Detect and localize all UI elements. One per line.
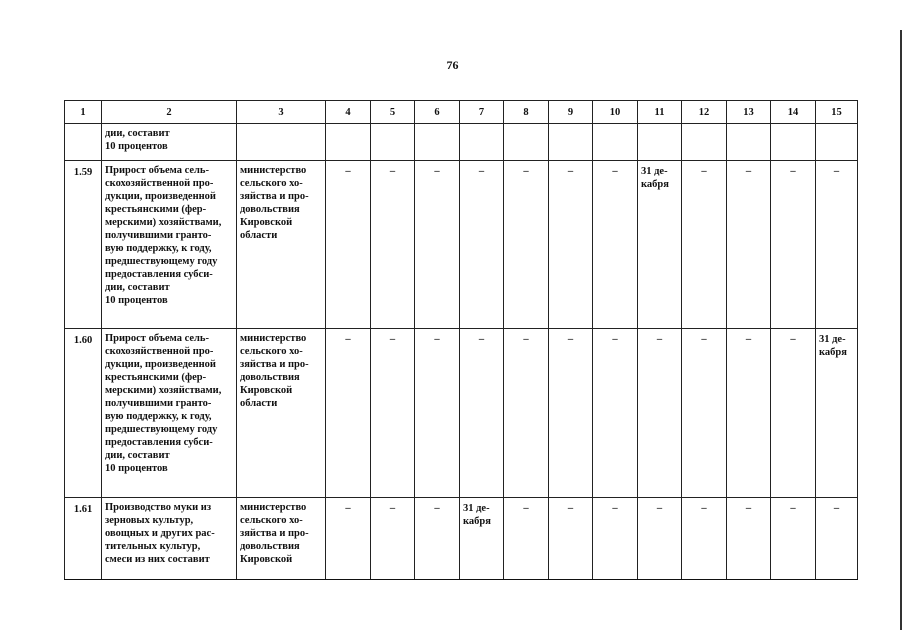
text-line: дукции, произведенной [105, 191, 216, 202]
dash-cell: – [727, 161, 771, 329]
text-line: кабря [819, 347, 847, 358]
column-header: 3 [237, 101, 326, 124]
table-cell [771, 124, 816, 161]
date-cell [460, 498, 504, 580]
text-line: кабря [463, 516, 491, 527]
dash-cell: – [504, 498, 549, 580]
column-header: 10 [593, 101, 638, 124]
continuation-desc-cell [102, 124, 237, 161]
text-line: области [240, 398, 278, 409]
text-line: зяйства и про- [240, 191, 309, 202]
dash-cell: – [771, 498, 816, 580]
text-line: довольствия [240, 204, 300, 215]
text-line: сельского хо- [240, 178, 303, 189]
dash-cell: – [504, 329, 549, 498]
dash-cell: – [638, 329, 682, 498]
table-cell [638, 124, 682, 161]
dash-cell: – [326, 161, 371, 329]
dash-cell: – [415, 498, 460, 580]
table-cell [816, 124, 858, 161]
dash-cell: – [771, 329, 816, 498]
dash-cell: – [460, 161, 504, 329]
dash-cell: – [549, 498, 593, 580]
text-line: дукции, произведенной [105, 359, 216, 370]
text-line: вую поддержку, к году, [105, 243, 212, 254]
date-cell [816, 329, 858, 498]
schedule-table [64, 100, 858, 580]
dash-cell: – [593, 329, 638, 498]
dash-cell: – [682, 161, 727, 329]
text-line: кабря [641, 179, 669, 190]
text-line: скохозяйственной про- [105, 178, 214, 189]
text-line: зерновых культур, [105, 515, 194, 526]
dash-cell: – [371, 329, 415, 498]
header-row [65, 101, 858, 124]
dash-cell: – [549, 329, 593, 498]
text-line: предшествующему году [105, 424, 218, 435]
dash-cell: – [638, 498, 682, 580]
table-cell [326, 124, 371, 161]
column-header: 5 [371, 101, 415, 124]
page-number: 76 [446, 58, 459, 72]
dash-cell: – [371, 161, 415, 329]
text-line: предоставления субси- [105, 269, 213, 280]
dash-cell: – [816, 161, 858, 329]
dash-cell: – [371, 498, 415, 580]
text-line: зяйства и про- [240, 528, 309, 539]
table-cell [549, 124, 593, 161]
column-header: 1 [65, 101, 102, 124]
table-cell [415, 124, 460, 161]
column-header: 15 [816, 101, 858, 124]
text-line: сельского хо- [240, 346, 303, 357]
dash-cell: – [326, 498, 371, 580]
table-cell [460, 124, 504, 161]
text-line: Кировской [240, 217, 293, 228]
dash-cell: – [593, 498, 638, 580]
text-line: области [240, 230, 278, 241]
text-line: довольствия [240, 541, 300, 552]
table-row-1-60 [65, 329, 858, 498]
table-row-1-61 [65, 498, 858, 580]
date-cell [638, 161, 682, 329]
text-line: Прирост объема сель- [105, 333, 209, 344]
column-header: 4 [326, 101, 371, 124]
indicator-description-cell [102, 161, 237, 329]
text-line: смеси из них составит [105, 554, 210, 565]
text-line: 10 процентов [105, 295, 168, 306]
text-line: получившими гранто- [105, 398, 212, 409]
column-header: 12 [682, 101, 727, 124]
text-line: мерскими) хозяйствами, [105, 217, 222, 228]
text-line: 31 де- [641, 166, 668, 177]
responsible-party-cell [237, 498, 326, 580]
column-header: 8 [504, 101, 549, 124]
text-line: 31 де- [463, 503, 490, 514]
text-line: получившими гранто- [105, 230, 212, 241]
row-number-cell: 1.61 [65, 498, 102, 580]
column-header: 11 [638, 101, 682, 124]
table-cell [65, 124, 102, 161]
dash-cell: – [326, 329, 371, 498]
row-number-cell: 1.60 [65, 329, 102, 498]
column-header: 9 [549, 101, 593, 124]
dash-cell: – [504, 161, 549, 329]
dash-cell: – [682, 329, 727, 498]
dash-cell: – [682, 498, 727, 580]
text-line: министерство [240, 165, 307, 176]
text-line: довольствия [240, 372, 300, 383]
text-line: сельского хо- [240, 515, 303, 526]
text-line: 31 де- [819, 334, 846, 345]
table-cell [682, 124, 727, 161]
page-edge-line [900, 30, 902, 630]
text-line: 10 процентов [105, 141, 168, 152]
text-line: крестьянскими (фер- [105, 372, 207, 383]
text-line: зяйства и про- [240, 359, 309, 370]
dash-cell: – [415, 161, 460, 329]
text-line: предоставления субси- [105, 437, 213, 448]
table-row-1-59 [65, 161, 858, 329]
text-line: дии, составит [105, 128, 170, 139]
table-cell [237, 124, 326, 161]
column-header: 7 [460, 101, 504, 124]
text-line: тительных культур, [105, 541, 201, 552]
text-line: крестьянскими (фер- [105, 204, 207, 215]
text-line: министерство [240, 333, 307, 344]
table-cell [371, 124, 415, 161]
dash-cell: – [727, 498, 771, 580]
text-line: дии, составит [105, 450, 170, 461]
indicator-description-cell [102, 329, 237, 498]
text-line: скохозяйственной про- [105, 346, 214, 357]
text-line: предшествующему году [105, 256, 218, 267]
column-header: 6 [415, 101, 460, 124]
table-cell [727, 124, 771, 161]
table-cell [504, 124, 549, 161]
text-line: дии, составит [105, 282, 170, 293]
continuation-row [65, 124, 858, 161]
dash-cell: – [593, 161, 638, 329]
dash-cell: – [549, 161, 593, 329]
text-line: вую поддержку, к году, [105, 411, 212, 422]
row-number-cell: 1.59 [65, 161, 102, 329]
text-line: министерство [240, 502, 307, 513]
text-line: Прирост объема сель- [105, 165, 209, 176]
text-line: овощных и других рас- [105, 528, 215, 539]
dash-cell: – [415, 329, 460, 498]
dash-cell: – [460, 329, 504, 498]
table-cell [593, 124, 638, 161]
text-line: мерскими) хозяйствами, [105, 385, 222, 396]
dash-cell: – [771, 161, 816, 329]
responsible-party-cell [237, 329, 326, 498]
text-line: Кировской [240, 385, 293, 396]
column-header: 2 [102, 101, 237, 124]
text-line: Производство муки из [105, 502, 212, 513]
column-header: 14 [771, 101, 816, 124]
responsible-party-cell [237, 161, 326, 329]
text-line: 10 процентов [105, 463, 168, 474]
column-header: 13 [727, 101, 771, 124]
indicator-description-cell [102, 498, 237, 580]
text-line: Кировской [240, 554, 293, 565]
dash-cell: – [816, 498, 858, 580]
dash-cell: – [727, 329, 771, 498]
